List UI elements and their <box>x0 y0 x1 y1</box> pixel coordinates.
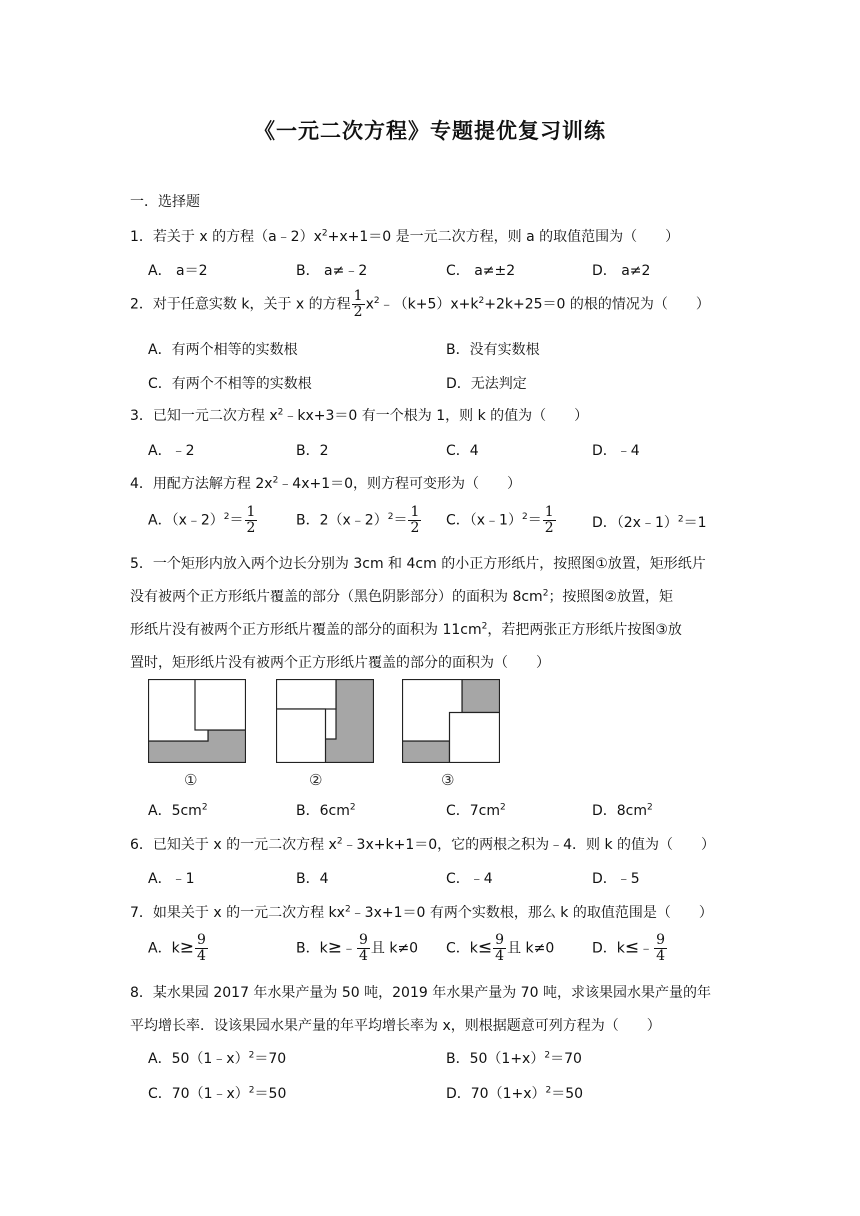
q2-option-c[interactable]: C．有两个不相等的实数根 <box>148 376 312 392</box>
fraction: $\frac{9}{4}$ <box>656 932 666 964</box>
q5-option-c[interactable]: C．$7cm^2$ <box>446 802 506 819</box>
q1-option-a[interactable]: A． a＝2 <box>148 263 208 279</box>
q2-option-a[interactable]: A．有两个相等的实数根 <box>148 342 298 358</box>
q3-option-c[interactable]: C．4 <box>446 443 479 459</box>
fraction: $\frac{9}{4}$ <box>358 932 368 964</box>
q6-option-a[interactable]: A．﹣1 <box>148 871 195 887</box>
page-title: 《一元二次方程》专题提优复习训练 <box>254 119 606 143</box>
fraction: $\frac{1}{2}$ <box>544 504 554 536</box>
q4-option-b[interactable]: B．2（x﹣2）$^2$＝ $\frac{1}{2}$ <box>296 504 420 536</box>
q8-option-d[interactable]: D．$70(1+x)^2=50$ <box>446 1085 584 1102</box>
question-5-line-3: 形纸片没有被两个正方形纸片覆盖的部分的面积为 $11cm^2$，若把两张正方形纸片按图③放 <box>130 621 682 638</box>
q1-option-d[interactable]: D． a≠2 <box>592 263 651 279</box>
question-6-stem: 6．已知关于 x 的一元二次方程 $x^2﹣3x+k+1=0$，它的两根之积为﹣4．则 k 的值为（ ） <box>130 836 716 853</box>
figure-1-label: ① <box>184 771 198 789</box>
q4-option-a[interactable]: A．（x﹣2）$^2$＝ $\frac{1}{2}$ <box>148 504 256 536</box>
fraction: $\frac{9}{4}$ <box>495 932 505 964</box>
q3-option-b[interactable]: B．2 <box>296 443 329 459</box>
question-8-line-1: 8．某水果园 2017 年水果产量为 50 吨，2019 年水果产量为 70 吨，求该果园水果产量的年 <box>130 985 711 1001</box>
q6-option-c[interactable]: C．﹣4 <box>446 871 493 887</box>
q7-option-c[interactable]: C．k≤ $\frac{9}{4}$ 且 k≠0 <box>446 932 555 964</box>
q3-option-a[interactable]: A．﹣2 <box>148 443 195 459</box>
figure-1 <box>148 679 246 763</box>
question-5-line-2: 没有被两个正方形纸片覆盖的部分（黑色阴影部分）的面积为 $8cm^2$；按照图②放置，矩 <box>130 588 673 605</box>
q3-option-d[interactable]: D．﹣4 <box>592 443 640 459</box>
q5-option-a[interactable]: A．$5cm^2$ <box>148 802 208 819</box>
question-4-stem: 4．用配方法解方程 $2x^2﹣4x+1=0$，则方程可变形为（ ） <box>130 475 522 492</box>
q8-option-c[interactable]: C．70（1﹣x）$^2$＝50 <box>148 1085 287 1102</box>
figure-2 <box>276 679 374 763</box>
figure-2-label: ② <box>309 771 323 789</box>
q6-option-d[interactable]: D．﹣5 <box>592 871 640 887</box>
question-8-line-2: 平均增长率．设该果园水果产量的年平均增长率为 x，则根据题意可列方程为（ ） <box>130 1018 661 1034</box>
question-2-stem: 2．对于任意实数 k，关于 x 的方程 $\frac{1}{2}$ $x^2﹣(k+5)x+k^2+2k+25=0$ 的根的情况为（ ） <box>130 288 710 320</box>
q6-option-b[interactable]: B．4 <box>296 871 329 887</box>
q1-option-b[interactable]: B． a≠﹣2 <box>296 263 368 279</box>
fraction: $\frac{9}{4}$ <box>196 932 206 964</box>
q4-option-d[interactable]: D．（2x﹣1）$^2$＝1 <box>592 514 707 531</box>
q5-option-b[interactable]: B．$6cm^2$ <box>296 802 356 819</box>
q4-option-c[interactable]: C．（x﹣1）$^2$＝ $\frac{1}{2}$ <box>446 504 554 536</box>
figure-3-label: ③ <box>441 771 455 789</box>
fraction: $\frac{1}{2}$ <box>410 504 420 536</box>
q7-option-a[interactable]: A．k≥ $\frac{9}{4}$ <box>148 932 206 964</box>
fraction: $\frac{1}{2}$ <box>353 288 363 320</box>
q8-option-a[interactable]: A．50（1﹣x）$^2$＝70 <box>148 1050 287 1067</box>
q2-option-b[interactable]: B．没有实数根 <box>446 342 540 358</box>
question-5-line-4: 置时，矩形纸片没有被两个正方形纸片覆盖的部分的面积为（ ） <box>130 655 550 671</box>
q1-option-c[interactable]: C． a≠±2 <box>446 263 516 279</box>
q5-option-d[interactable]: D．$8cm^2$ <box>592 802 653 819</box>
figure-3 <box>402 679 500 763</box>
question-3-stem: 3．已知一元二次方程 $x^2﹣kx+3=0$ 有一个根为 1，则 k 的值为（ ） <box>130 407 589 424</box>
q7-option-d[interactable]: D．k≤﹣ $\frac{9}{4}$ <box>592 932 666 964</box>
q8-option-b[interactable]: B．$50(1+x)^2=70$ <box>446 1050 582 1067</box>
q7-option-b[interactable]: B．k≥﹣ $\frac{9}{4}$ 且 k≠0 <box>296 932 419 964</box>
question-5-line-1: 5．一个矩形内放入两个边长分别为 3cm 和 4cm 的小正方形纸片，按照图①放置，矩形纸片 <box>130 556 706 572</box>
fraction: $\frac{1}{2}$ <box>246 504 256 536</box>
q2-option-d[interactable]: D．无法判定 <box>446 376 527 392</box>
question-7-stem: 7．如果关于 x 的一元二次方程 $kx^2﹣3x+1=0$ 有两个实数根，那么 k 的取值范围是（ ） <box>130 904 713 921</box>
question-1-stem: 1．若关于 x 的方程$(a﹣2)x^2+x+1=0$ 是一元二次方程，则 a 的取值范围为（ ） <box>130 228 680 245</box>
section-heading: 一．选择题 <box>130 194 200 210</box>
